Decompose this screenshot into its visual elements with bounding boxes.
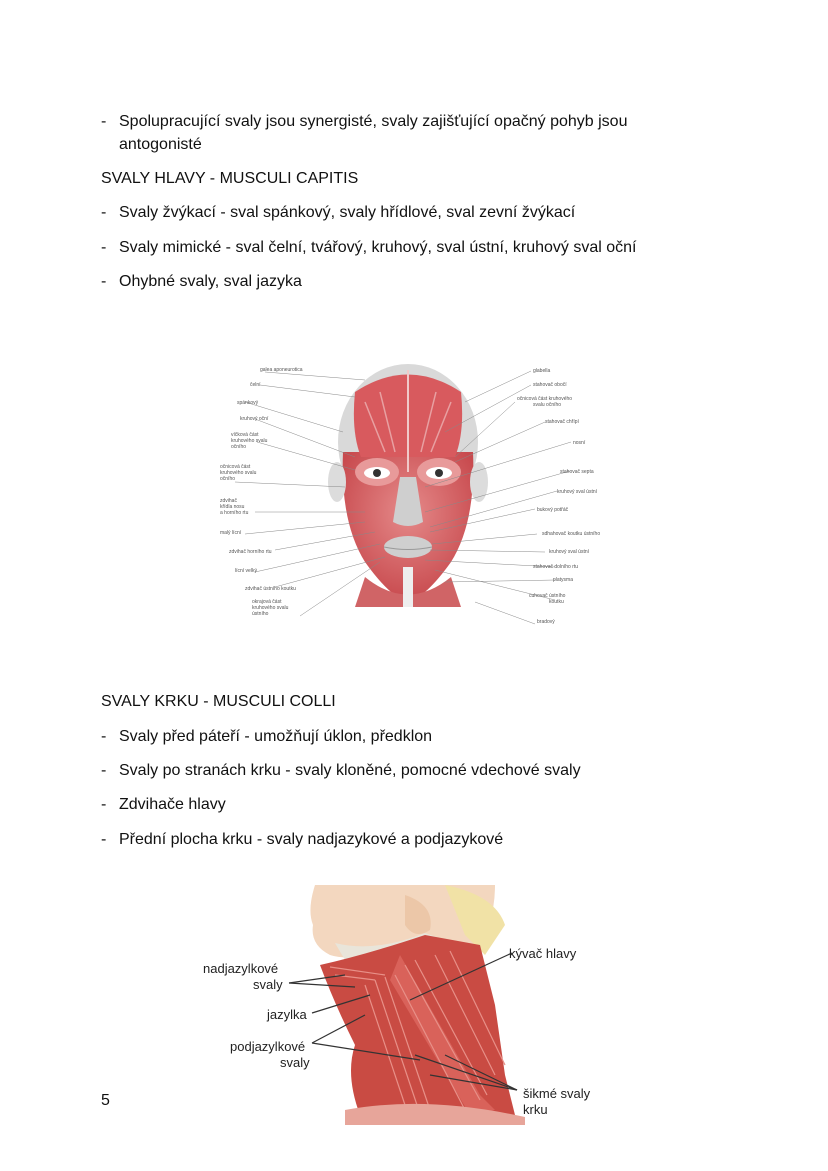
label-glabella: glabella bbox=[533, 368, 551, 374]
neck-muscles-figure bbox=[195, 885, 615, 1125]
bullet-dash: - bbox=[101, 831, 107, 848]
label-kyvac-hlavy: kývač hlavy bbox=[509, 946, 577, 961]
head-muscles-figure bbox=[215, 362, 615, 630]
label-sdhahovac: sdhahovač koutku ústního bbox=[542, 531, 601, 537]
bullet-dash: - bbox=[101, 113, 107, 130]
label-zdvihac-3: a horního rtu bbox=[220, 510, 249, 516]
section-neck-title: SVALY KRKU - MUSCULI COLLI bbox=[101, 693, 336, 710]
bullet-dash: - bbox=[101, 273, 107, 290]
label-celni: čelní bbox=[250, 382, 261, 388]
page-number: 5 bbox=[101, 1092, 110, 1109]
label-stahovac-dolniho: stahovač dolního rtu bbox=[533, 564, 579, 570]
label-zdvihac-rtu: zdvihač horního rtu bbox=[229, 549, 272, 555]
label-stahovac-septa: stahovač septa bbox=[560, 469, 594, 475]
label-ocnicova-kruh-1: očnicová část kruhového bbox=[517, 396, 573, 402]
neck-bullet-text: Svaly po stranách krku - svaly kloněné, pomocné vdechové svaly bbox=[119, 762, 581, 779]
label-kruhovy-usti-2: kruhový sval ústní bbox=[549, 549, 590, 555]
label-nadjazykove-1: nadjazylkové bbox=[203, 961, 279, 976]
label-okrajova-3: ústního bbox=[252, 611, 269, 617]
label-kruhovy-usti: kruhový sval ústní bbox=[557, 489, 598, 495]
label-maly-licni: malý lícní bbox=[220, 530, 242, 536]
label-podjazykove-1: podjazylkové bbox=[230, 1039, 306, 1054]
label-zdvihac-1: zdvihač bbox=[220, 498, 237, 504]
label-stahovac-oboci: stahovač obočí bbox=[533, 382, 567, 388]
label-ocnicova-1: očnicová část bbox=[220, 464, 251, 470]
label-ocnicova-3: očního bbox=[220, 476, 236, 482]
label-sikme-svaly-1: šikmé svaly bbox=[523, 1086, 591, 1101]
label-spankovy: spánkový bbox=[237, 400, 259, 406]
section-head-title: SVALY HLAVY - MUSCULI CAPITIS bbox=[101, 170, 359, 187]
label-galea: galea aponeurotica bbox=[260, 367, 303, 373]
bullet-dash: - bbox=[101, 204, 107, 221]
head-bullet-text: Svaly mimické - sval čelní, tvářový, kruhový, sval ústní, kruhový sval oční bbox=[119, 239, 637, 256]
label-kruhovy-ocni: kruhový oční bbox=[240, 416, 269, 422]
label-licni-velky: lícní velký bbox=[235, 568, 257, 574]
head-bullet-text: Svaly žvýkací - sval spánkový, svaly hřídlové, sval zevní žvýkací bbox=[119, 204, 576, 221]
label-vickova-2: kruhového svalu bbox=[231, 438, 268, 444]
bullet-dash: - bbox=[101, 239, 107, 256]
label-ocnicova-2: kruhového svalu bbox=[220, 470, 257, 476]
label-bradovy: bradový bbox=[537, 619, 555, 625]
label-platysma: platysma bbox=[553, 577, 574, 583]
neck-bullet-text: Svaly před páteří - umožňují úklon, předklon bbox=[119, 728, 433, 745]
label-podjazykove-2: svaly bbox=[280, 1055, 310, 1070]
label-okrajova-1: okrajová část bbox=[252, 599, 282, 605]
mouth bbox=[384, 536, 432, 558]
label-cuhovac-2: koutku bbox=[549, 599, 564, 605]
bullet-dash: - bbox=[101, 796, 107, 813]
label-sikme-svaly-2: krku bbox=[523, 1102, 548, 1117]
label-nosni: nosní bbox=[573, 440, 586, 446]
label-bukovy: bukový potřáč bbox=[537, 507, 569, 513]
label-zdvihac-2: křídla nosu bbox=[220, 504, 245, 510]
label-okrajova-2: kruhového svalu bbox=[252, 605, 289, 611]
intro-bullet-line1: Spolupracující svaly jsou synergisté, svaly zajišťující opačný pohyb jsou bbox=[119, 113, 628, 130]
neck-bullet-text: Přední plocha krku - svaly nadjazykové a podjazykové bbox=[119, 831, 504, 848]
bullet-dash: - bbox=[101, 728, 107, 745]
label-ocnicova-kruh-2: svalu očního bbox=[533, 402, 562, 408]
label-stahovac-chripi: stahovač chřípí bbox=[545, 419, 579, 425]
intro-bullet-line2: antogonisté bbox=[119, 136, 202, 153]
label-nadjazykove-2: svaly bbox=[253, 977, 283, 992]
neck-bullet-text: Zdvihače hlavy bbox=[119, 796, 226, 813]
label-jazylka: jazylka bbox=[267, 1007, 307, 1022]
label-zdvihac-koutku: zdvihač ústního koutku bbox=[245, 586, 296, 592]
head-bullet-text: Ohybné svaly, sval jazyka bbox=[119, 273, 302, 290]
bullet-dash: - bbox=[101, 762, 107, 779]
label-vickova-3: očního bbox=[231, 444, 247, 450]
label-cuhovac-1: cuhovač ústního bbox=[529, 593, 566, 599]
label-vickova-1: víčková část bbox=[231, 432, 259, 438]
